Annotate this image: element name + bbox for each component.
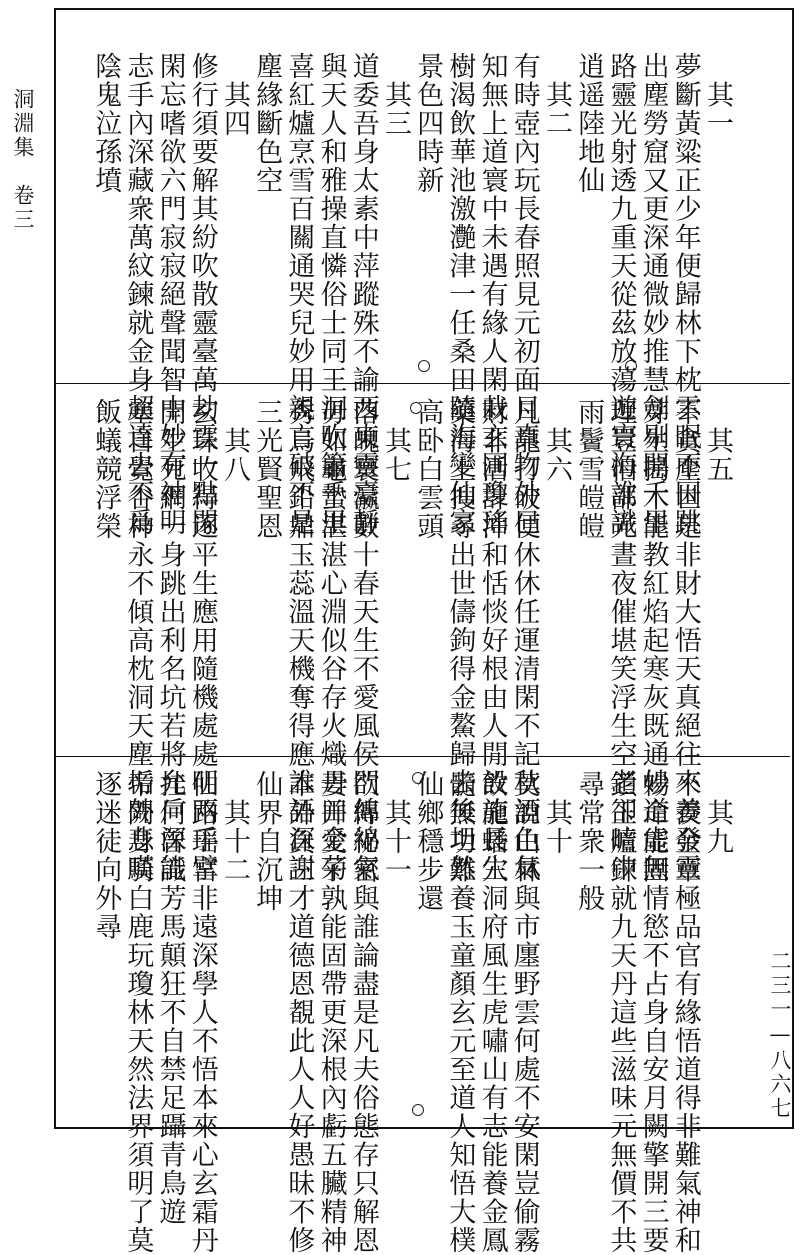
poem-line: 財非活計沖和恬惔好根由人閒設施長生 <box>476 398 508 883</box>
poem-heading: 其八 <box>219 398 250 484</box>
poem-line: 志手內深藏衆萬紋鍊就金身超達去不爲 <box>122 52 154 537</box>
poem-line: 不羡金章極品官有緣悟道得非難氣神和 <box>669 770 701 1255</box>
poem-line: 髓無功難養玉童顏玄元至道人知悟大樸 <box>444 770 476 1255</box>
poem-line: 飯蟻競浮榮 <box>90 398 122 541</box>
poem-line: 高卧白雲頭 <box>412 398 444 541</box>
poem-heading: 其九 <box>702 770 733 856</box>
poem-line: 三光賢聖恩 <box>251 398 283 541</box>
poem-line: 毋如龜蟄湛湛心淵似谷存火熾丹田金菊 <box>315 398 347 883</box>
circle-mark <box>412 772 424 784</box>
poem-line: 秀烏飛鉛鼎玉蕊溫天機奪得應誰語深謝 <box>283 398 315 883</box>
poem-line: 不貪塵世是非財大悟天真絕往來養發靈 <box>669 398 701 883</box>
poem-heading: 其五 <box>702 398 733 484</box>
poem-line: 玄珠收得逐平生應用隨機處處明兩手擘 <box>186 398 218 883</box>
poem-line: 路靈光射透九重天從茲放蕩遊寰海誰識 <box>605 52 637 537</box>
poem-line: 理豈怕部光晝夜催堪笑浮生空老卻暗中 <box>605 398 637 883</box>
poem-line: 與天人和雅操直憐俗士同王洞吹簫千里 <box>315 52 347 537</box>
circle-mark <box>418 360 430 372</box>
poem-line: 暢命能固情慾不占身自安月闕擎開三要 <box>637 770 669 1255</box>
poem-line: 帝闕身騎白鹿玩瓊林天然法界須明了莫 <box>122 770 154 1255</box>
poem-heading: 其十二 <box>219 770 250 884</box>
poem-line: 陰鬼泣孫墳 <box>90 52 122 195</box>
poem-line: 塞自覺谷神永不傾高枕洞天塵垢外悲嘆 <box>122 398 154 883</box>
poem-line: 夢斷黃粱正少年便歸林下枕雲眠不因跳 <box>669 52 701 537</box>
poem-line: 尋常衆一般 <box>573 770 605 913</box>
poem-line: 鎖玉爐鍊就九天丹這些滋味元無價不共 <box>605 770 637 1255</box>
poem-heading: 其一 <box>702 52 733 138</box>
poem-line: 修行須要解其紛吹散靈臺萬劫雲一點閑 <box>186 52 218 537</box>
poem-line: 有時壺內玩長春照見元初面目真物外巳 <box>508 52 540 537</box>
poem-line: 塵緣斷色空 <box>251 52 283 195</box>
poem-heading: 其十 <box>541 770 572 856</box>
poem-line: 飲龍蟠穴洞府風生虎嘯山有志能養金鳳 <box>476 770 508 1255</box>
poem-line: 芽生搗木能教紅焰起寒灰既通妙道虛無 <box>637 398 669 883</box>
poem-line: 落魄寰瀛數十春天生不愛風侯門綿綿氣 <box>347 398 379 883</box>
poem-line: 逐迷徒向外尋 <box>90 770 122 941</box>
poem-line: 莫說山林與市廛野雲何處不安閑豈偷霧 <box>508 770 540 1255</box>
page-number: 二三一—八六七 <box>768 950 792 1121</box>
poem-line: 出塵勞窟又更深通微妙推慧劍剔開千里 <box>637 52 669 537</box>
poem-line: 挂何曾識芳馬顛狂不自禁足躡青鳥遊 <box>154 770 186 1226</box>
poem-line: 知無上道寰中未遇有緣人閑栽玄圃瓊瑤 <box>476 52 508 537</box>
poem-line: 景色四時新 <box>412 52 444 195</box>
poem-line: 欲傳祕密與誰論盡是凡夫俗態存只解恩 <box>347 770 379 1255</box>
poem-line: 仙路瑶宮非遠深學人不悟本來心玄霜丹 <box>186 770 218 1255</box>
poem-line: 閑忘嗜欲六門寂寂絕聲聞智中妙有神明 <box>154 52 186 537</box>
poem-heading: 其六 <box>541 398 572 484</box>
poem-heading: 其三 <box>380 52 411 138</box>
poem-heading: 其四 <box>219 52 250 138</box>
circle-mark <box>412 1104 424 1116</box>
book-title-margin: 洞淵集 卷三 <box>11 88 35 232</box>
poem-line: 逍遥陸地仙 <box>573 52 605 195</box>
circle-mark <box>625 360 637 372</box>
poem-line: 妻并愛子孰能固帶更深根內虧五臟精神 <box>315 770 347 1255</box>
poem-line: 凡龍打破便休休任運清閑不記秋酒色氣 <box>508 398 540 883</box>
poem-heading: 其七 <box>380 398 411 484</box>
poem-line: 藥海上搜尋出世儔鉤得金鰲歸去後坦然 <box>444 398 476 883</box>
circle-mark <box>410 402 422 414</box>
poem-line: 仙界自沉坤 <box>251 770 283 913</box>
poem-line: 雨鬢雪皚皚 <box>573 398 605 541</box>
poem-line: 仙鄉穩步還 <box>412 770 444 913</box>
poem-line: 喜紅爐烹雪百關通哭兒妙用親言破不是 <box>283 52 315 537</box>
poem-line: 樹渴飲華池激灔津一任桑田隨海變仙家 <box>444 52 476 537</box>
poem-line: 開生死網一身跳出利名坑若將允戶深能 <box>154 398 186 883</box>
poem-heading: 其二 <box>541 52 572 138</box>
poem-line: 道委吾身太素中萍蹤殊不諭西東靈臺靜 <box>347 52 379 537</box>
poem-heading: 其十一 <box>380 770 411 884</box>
poem-line: 本外負三才道德恩覩此人人好愚昧不修 <box>283 770 315 1255</box>
